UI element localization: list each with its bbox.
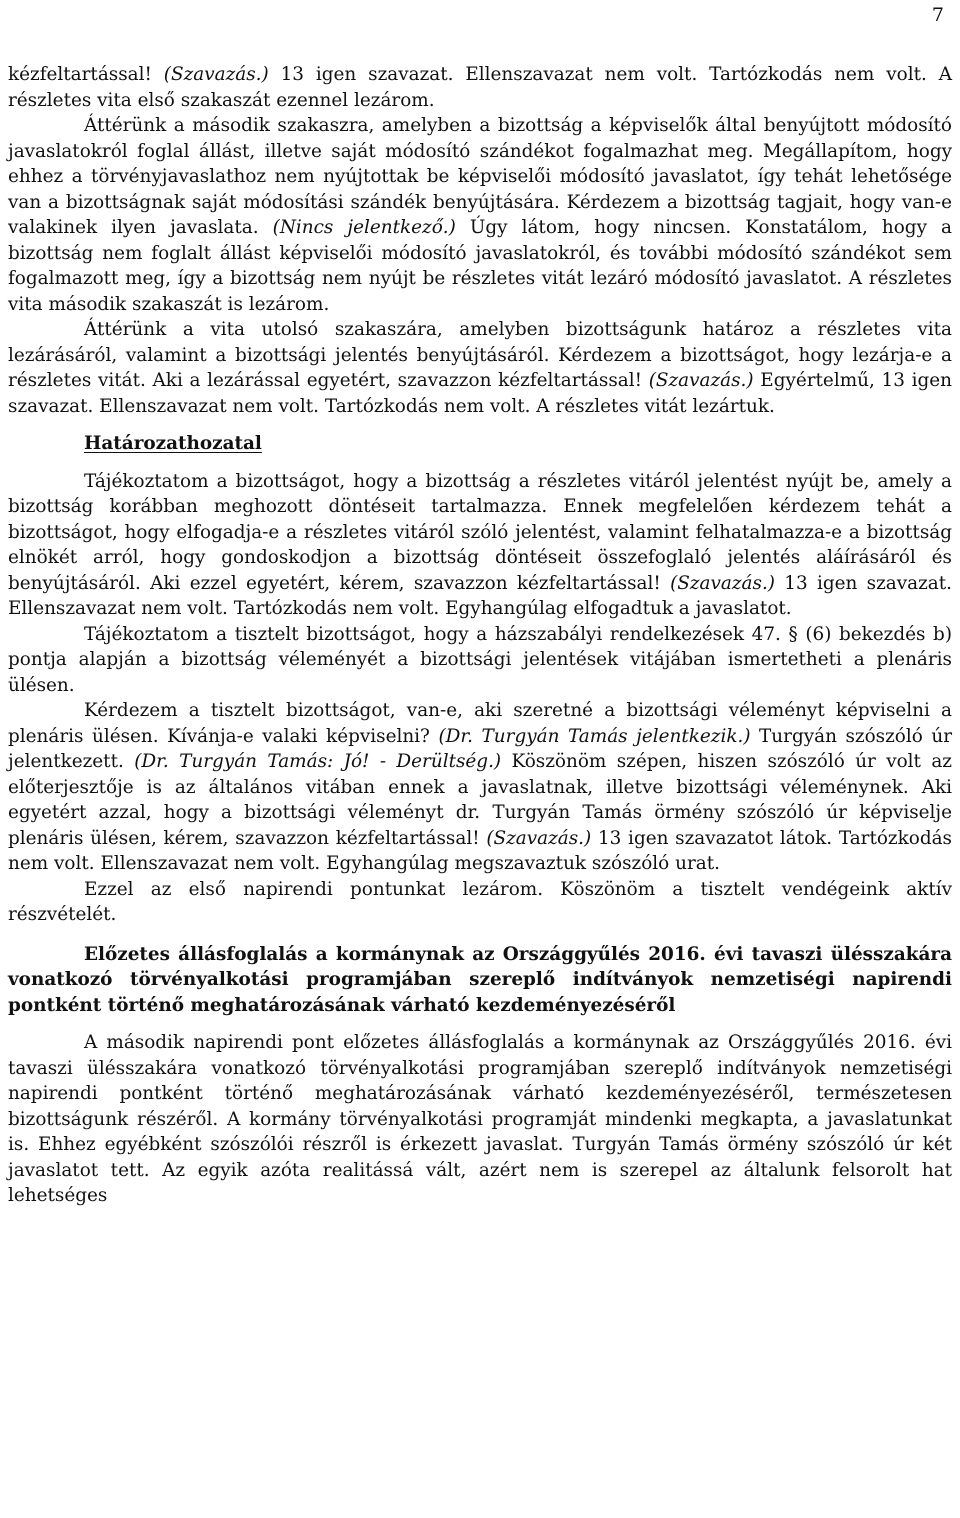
text-segment: 13 igen szavazat. Ellenszavazat nem volt. Tartózkodás nem volt. A részletes vita első szakaszát ezennel lezárom.: [8, 64, 952, 111]
agenda-item-title: Előzetes állásfoglalás a kormánynak az Országgyűlés 2016. évi tavaszi ülésszakára vonatkozó törvényalkotási programjában szereplő indítványok nemzetiségi napirendi pontként történő meghatározásának várható kezdeményezéséről: [8, 943, 952, 1016]
text-segment: 13 igen szavazatot látok. Tartózkodás nem volt. Ellenszavazat nem volt. Egyhangúlag megszavaztuk szószóló urat.: [8, 827, 952, 874]
text-segment: Turgyán szószóló úr jelentkezett.: [8, 725, 952, 772]
page-number: 7: [931, 4, 944, 26]
italic-remark: (Szavazás.): [670, 572, 775, 594]
paragraph-p8: [8, 1030, 952, 1209]
text-segment: Úgy látom, hogy nincsen. Konstatálom, hogy a bizottság nem foglalt állást képviselői módosító javaslatokról, és további módosító szándékot sem fogalmazott meg, így a bizottság nem nyújt be részletes vitát lezáró módosító javaslatot. A részletes vita második szakaszát is lezárom.: [8, 217, 952, 315]
text-segment: kézfeltartással!: [8, 64, 164, 85]
paragraph-p1: [8, 62, 952, 113]
document-body: [8, 62, 952, 1209]
paragraph-p5: [8, 622, 952, 699]
text-segment: Tájékoztatom a tisztelt bizottságot, hogy a házszabályi rendelkezések 47. § (6) bekezdés b) pontja alapján a bizottság véleményét a bizottsági jelentések vitájában ismertetheti a plenáris ülésen.: [8, 623, 952, 696]
text-segment: Egyértelmű, 13 igen szavazat. Ellenszavazat nem volt. Tartózkodás nem volt. A részletes vitát lezártuk.: [8, 370, 952, 417]
italic-remark: (Szavazás.): [486, 827, 592, 849]
paragraph-p3: [8, 317, 952, 419]
italic-remark: (Nincs jelentkező.): [272, 217, 456, 238]
text-segment: Tájékoztatom a bizottságot, hogy a bizottság a részletes vitáról jelentést nyújt be, amely a bizottság korábban meghozott döntéseit tartalmazza. Ennek megfelelően kérdezem tehát a bizottságot, hogy elfogadja-e a részletes vitáról szóló jelentést, valamint felhatalmazza-e a bizottság elnökét arról, hogy gondoskodjon a bizottság döntéseit összefoglaló jelentés aláírásáról és benyújtásáról. Aki ezzel egyetért, kérem, szavazzon kézfeltartással!: [8, 470, 952, 594]
italic-remark: (Szavazás.): [648, 370, 754, 391]
italic-remark: (Dr. Turgyán Tamás: Jó! - Derültség.): [134, 751, 502, 772]
text-segment: Áttérünk a második szakaszra, amelyben a bizottság a képviselők által benyújtott módosító javaslatokról foglal állást, illetve saját módosító szándékot fogalmazhat meg. Megállapítom, hogy ehhez a törvényjavaslathoz nem nyújtottak be képviselői módosító javaslatot, így tehát lehetősége van a bizottságnak saját módosítási szándék benyújtására. Kérdezem a bizottság tagjait, hogy van-e valakinek ilyen javaslata.: [8, 115, 952, 238]
text-segment: Köszönöm szépen, hiszen szószóló úr volt az előterjesztője is az általános vitában ennek a javaslatnak, illetve bizottsági véleménynek. Aki egyetért azzal, hogy a bizottsági véleményt dr. Turgyán Tamás örmény szószóló úr képviselje plenáris ülésen, kérem, szavazzon kézfeltartással!: [8, 751, 952, 849]
paragraph-group-2: [8, 469, 952, 928]
text-segment: Áttérünk a vita utolsó szakaszára, amelyben bizottságunk határoz a részletes vita lezárásáról, valamint a bizottsági jelentés benyújtásáról. Kérdezem a bizottságot, hogy lezárja-e a részletes vitát. Aki a lezárással egyetért, szavazzon kézfeltartással!: [8, 319, 952, 391]
text-segment: 13 igen szavazat. Ellenszavazat nem volt. Tartózkodás nem volt. Egyhangúlag elfogadtuk a javaslatot.: [8, 572, 952, 619]
italic-remark: (Szavazás.): [163, 64, 269, 85]
italic-remark: (Dr. Turgyán Tamás jelentkezik.): [438, 725, 751, 747]
text-segment: Ezzel az első napirendi pontunkat lezárom. Köszönöm a tisztelt vendégeink aktív részvételét.: [8, 878, 952, 925]
text-segment: A második napirendi pont előzetes állásfoglalás a kormánynak az Országgyűlés 2016. évi tavaszi ülésszakára vonatkozó törvényalkotási programjában szereplő indítványok nemzetiségi napirendi pontként történő meghatározásának várható kezdeményezéséről, természetesen bizottságunk részéről. A kormány törvényalkotási programját mindenki megkapta, a javaslatunkat is. Ehhez egyébként szószólói részről is érkezett javaslat. Turgyán Tamás örmény szószóló úr két javaslatot tett. Az egyik azóta realitássá vált, azért nem is szerepel az általunk felsorolt hat lehetséges: [8, 1032, 952, 1206]
paragraph-p6: [8, 698, 952, 877]
paragraph-group-1: [8, 62, 952, 419]
text-segment: Kérdezem a tisztelt bizottságot, van-e, aki szeretné a bizottsági véleményt képviselni a plenáris ülésen. Kívánja-e valaki képviselni?: [8, 700, 952, 747]
paragraph-p7: [8, 877, 952, 928]
paragraph-p4: [8, 469, 952, 622]
paragraph-p2: [8, 113, 952, 317]
paragraph-group-3: [8, 1030, 952, 1209]
section-heading: Határozathozatal: [84, 433, 262, 454]
